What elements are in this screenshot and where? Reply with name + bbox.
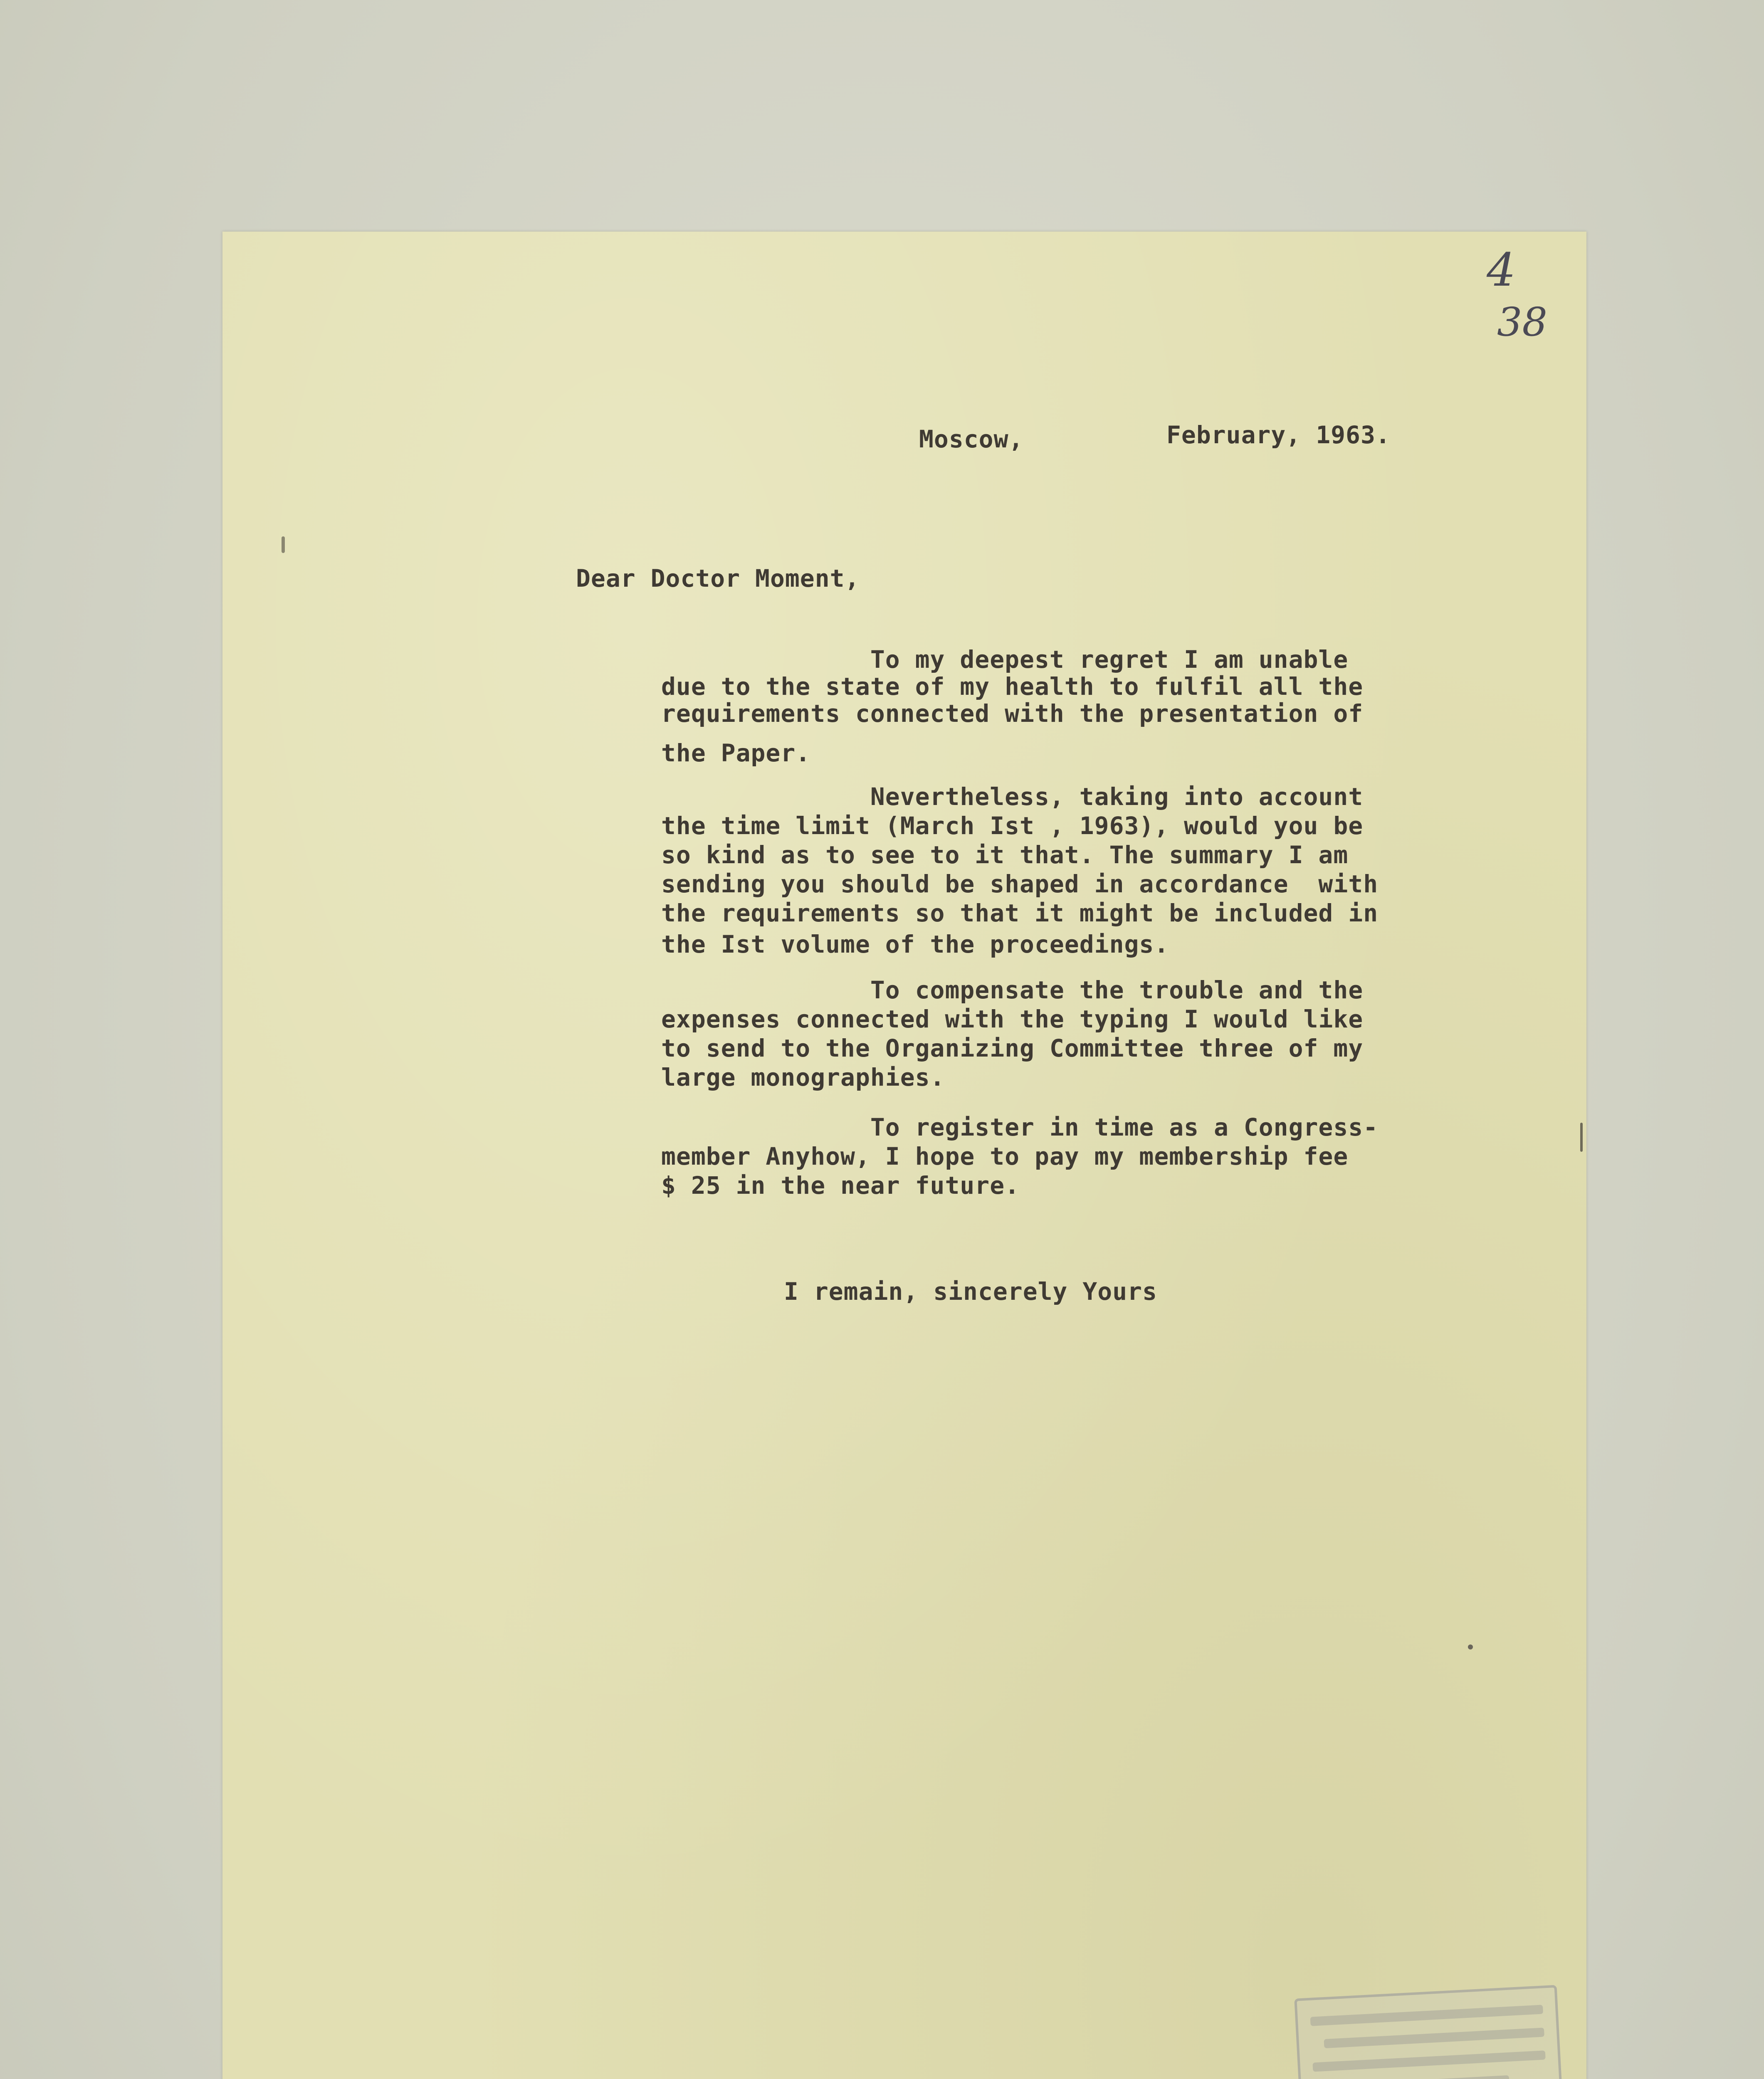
paragraph-line: Nevertheless, taking into account <box>661 783 1364 811</box>
folio-number-top: 4 <box>1487 243 1516 296</box>
archive-stamp <box>1294 1985 1563 2079</box>
paragraph-line: the requirements so that it might be included in <box>661 899 1379 927</box>
letter-place: Moscow, <box>919 425 1024 453</box>
closing: I remain, sincerely Yours <box>784 1277 1157 1306</box>
paragraph-line: To register in time as a Congress- <box>661 1113 1379 1141</box>
paragraph-line: expenses connected with the typing I would like <box>661 1005 1364 1033</box>
paragraph-line: the Paper. <box>661 739 811 767</box>
paragraph-line: the time limit (March Ist , 1963), would you be <box>661 812 1364 840</box>
paragraph-line: to send to the Organizing Committee three of my <box>661 1034 1364 1062</box>
paragraph-line: requirements connected with the presentation of <box>661 699 1364 728</box>
paragraph-line: so kind as to see to it that. The summary I am <box>661 841 1349 869</box>
letter-date: February, 1963. <box>1166 421 1391 449</box>
paragraph-line: due to the state of my health to fulfil all the <box>661 672 1364 701</box>
paper-speck <box>1468 1644 1473 1649</box>
paragraph-line: member Anyhow, I hope to pay my membership fee <box>661 1142 1349 1170</box>
paper-speck <box>1580 1123 1583 1152</box>
paragraph-line: $ 25 in the near future. <box>661 1171 1020 1200</box>
paragraph-line: the Ist volume of the proceedings. <box>661 930 1169 958</box>
folio-number-bottom: 38 <box>1497 299 1547 345</box>
paragraph-line: To my deepest regret I am unable <box>661 645 1349 674</box>
paper-speck <box>282 536 285 553</box>
paragraph-line: large monographies. <box>661 1063 945 1091</box>
paragraph-line: To compensate the trouble and the <box>661 976 1364 1004</box>
salutation: Dear Doctor Moment, <box>576 564 860 593</box>
paragraph-line: sending you should be shaped in accordance with <box>661 870 1379 898</box>
